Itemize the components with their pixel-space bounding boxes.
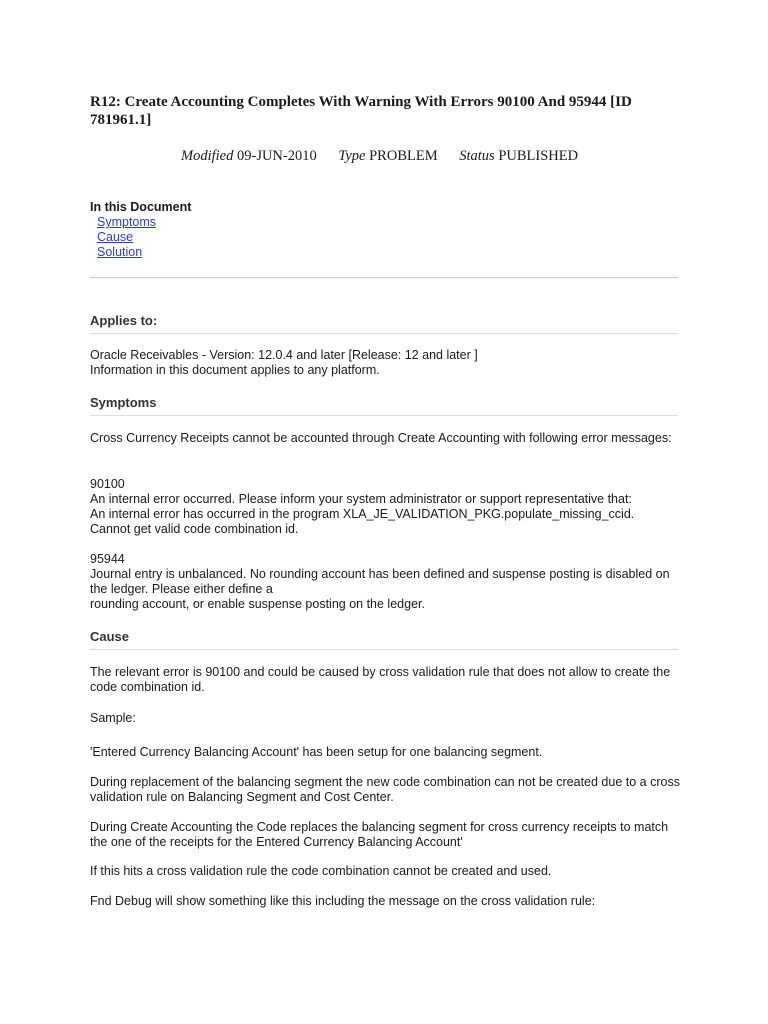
error-90100-line-1: An internal error occurred. Please inform your system administrator or support representative that: <box>90 492 632 506</box>
error-code-90100: 90100 <box>90 477 125 491</box>
page-title: R12: Create Accounting Completes With Warning With Errors 90100 And 95944 [ID 781961.1] <box>90 94 632 128</box>
status-label: Status <box>459 148 495 164</box>
divider <box>90 277 678 278</box>
type-value: PROBLEM <box>369 148 438 164</box>
status-value: PUBLISHED <box>498 148 579 164</box>
cause-paragraph-1: The relevant error is 90100 and could be caused by cross validation rule that does not allow to create the code combination id. <box>90 665 671 694</box>
error-90100-line-3: Cannot get valid code combination id. <box>90 522 299 536</box>
cause-paragraph-5: During Create Accounting the Code replaces the balancing segment for cross currency receipts to match the one of the receipts for the Entered Currency Balancing Account' <box>90 820 669 849</box>
error-90100-line-2: An internal error has occurred in the program XLA_JE_VALIDATION_PKG.populate_missing_ccid. <box>90 507 635 521</box>
applies-heading: Applies to: <box>90 313 678 334</box>
cause-heading: Cause <box>90 629 678 650</box>
symptoms-intro: Cross Currency Receipts cannot be accounted through Create Accounting with following error messages: <box>90 431 672 445</box>
cause-paragraph-3: 'Entered Currency Balancing Account' has been setup for one balancing segment. <box>90 745 543 759</box>
modified-label: Modified <box>181 148 234 164</box>
error-95944-line-2: rounding account, or enable suspense posting on the ledger. <box>90 597 425 611</box>
toc-link-solution[interactable]: Solution <box>97 245 143 259</box>
table-of-contents <box>90 200 191 260</box>
applies-line-version: Oracle Receivables - Version: 12.0.4 and later [Release: 12 and later ] <box>90 348 478 362</box>
type-label: Type <box>338 148 366 164</box>
symptoms-heading: Symptoms <box>90 395 678 416</box>
cause-paragraph-6: If this hits a cross validation rule the code combination cannot be created and used. <box>90 864 552 878</box>
cause-paragraph-7: Fnd Debug will show something like this including the message on the cross validation rule: <box>90 894 596 908</box>
document-meta <box>181 147 591 165</box>
applies-line-platform: Information in this document applies to any platform. <box>90 363 380 377</box>
modified-value: 09-JUN-2010 <box>236 148 317 164</box>
cause-sample-label: Sample: <box>90 711 136 725</box>
error-code-95944: 95944 <box>90 552 125 566</box>
toc-link-cause[interactable]: Cause <box>97 230 134 244</box>
cause-paragraph-4: During replacement of the balancing segment the new code combination can not be created due to a cross validation rule on Balancing Segment and Cost Center. <box>90 775 680 804</box>
error-95944-line-1: Journal entry is unbalanced. No rounding account has been defined and suspense posting is disabled on the ledger. Please either define a <box>90 567 670 596</box>
toc-link-symptoms[interactable]: Symptoms <box>97 215 157 229</box>
toc-heading: In this Document <box>90 200 192 214</box>
